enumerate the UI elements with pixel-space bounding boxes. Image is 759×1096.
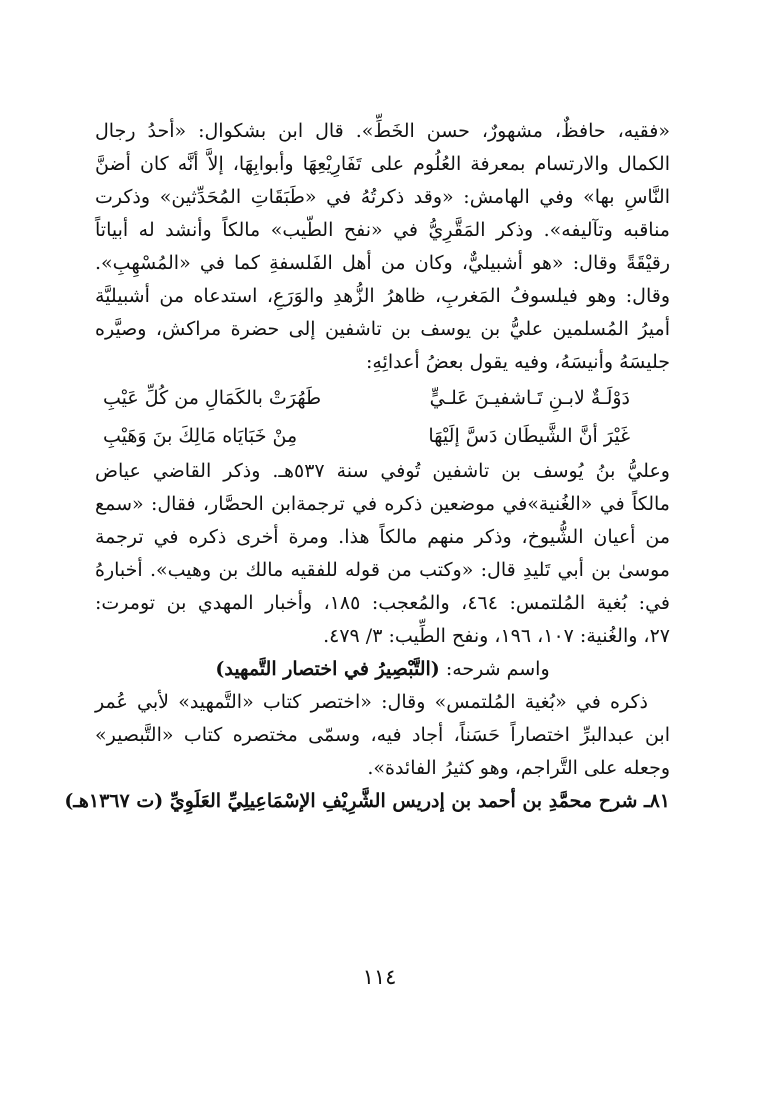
- verse-first-hemistich: دَوْلَـةٌ لابـنِ تَـاشفيـنَ عَلـيٍّ: [429, 387, 630, 409]
- verse-second-hemistich: طَهُرَتْ بالكَمَالِ من كُلِّ عَيْبِ: [103, 387, 322, 409]
- text-line: ابن عبدالبرِّ اختصاراً حَسَناً، أجاد فيه، وسمّى مختصره كتاب «التَّبصير»: [95, 724, 670, 746]
- text-line: الكمال والارتسام بمعرفة العُلُوم على تَفَارِيْعِهَا وأبوابِهَا، إلاَّ أنَّه كان أضنَّ: [95, 153, 670, 175]
- verse-second-hemistich: مِنْ خَبَايَاه مَالِكَ بنَ وَهَيْبِ: [103, 425, 298, 447]
- poem-verse: [95, 417, 670, 455]
- text-line: جليسَهُ وأنيسَهُ، وفيه يقول بعضُ أعدائِهِ:: [365, 351, 670, 373]
- text-line: في: بُغية المُلتمس: ٤٦٤، والمُعجب: ١٨٥، وأخبار المهدي بن تومرت:: [95, 592, 670, 614]
- entry-heading: ٨١ـ شرح محمَّدِ بن أحمد بن إدريس الشَّرِيْفِ الإسْمَاعِيلِيِّ العَلَوِيِّ (ت ١٣٦٧هـ): [64, 790, 670, 812]
- text-line: ٢٧، والغُنية: ١٠٧، ١٩٦، ونفح الطِّيب: ٣/ ٤٧٩.: [323, 625, 670, 647]
- text-line: ذكره في «بُغية المُلتمس» وقال: «اختصر كتاب «التَّمهيد» لأبي عُمر: [95, 691, 648, 713]
- text-line: مالكاً في «الغُنية»في موضعين ذكره في ترجمةابن الحصَّار، فقال: «سمع: [95, 493, 670, 515]
- text-line: رقيْقَةً وقال: «هو أشبيليٌّ، وكان من أهل الفَلسفةِ كما في «المُسْهِبِ».: [95, 252, 670, 274]
- text-line: النَّاسِ بها» وفي الهامش: «وقد ذكرتُهُ في «طَبَقَاتِ المُحَدِّثين» وذكرت: [95, 186, 670, 208]
- commentary-title: (التَّبْصِيرُ في اختصار التَّمهيد): [215, 658, 440, 680]
- commentary-heading-prefix: واسم شرحه:: [439, 658, 550, 680]
- page-text: [64, 115, 670, 818]
- poem-verse: [95, 379, 670, 417]
- text-line: وعليُّ بنُ يُوسف بن تاشفين تُوفي سنة ٥٣٧هـ. وذكر القاضي عياض: [95, 460, 670, 482]
- verse-first-hemistich: غَيْرَ أنَّ الشَّيطَان دَسَّ إلَيْهَا: [428, 425, 630, 447]
- text-line: من أعيان الشُّيوخ، وذكر منهم مالكاً هذا. ومرة أخرى ذكره في ترجمة: [95, 526, 670, 548]
- text-line: «فقيه، حافظٌ، مشهورٌ، حسن الخَطِّ». قال ابن بشكوال: «أحدُ رجال: [95, 120, 670, 142]
- text-line: وقال: وهو فيلسوفُ المَغربِ، ظاهرُ الزُّهدِ والوَرَعِ، استدعاه من أشبيليَّة: [95, 285, 670, 307]
- text-line: أميرُ المُسلمين عليُّ بن يوسف بن تاشفين إلى حضرة مراكش، وصيَّره: [95, 318, 670, 340]
- page-number: ١١٤: [362, 965, 397, 989]
- text-line: موسىٰ بن أبي تَليدِ قال: «وكتب من قوله للفقيه مالك بن وهيب». أخبارهُ: [95, 559, 670, 581]
- text-line: وجعله على التَّراجم، وهو كثيرُ الفائدة».: [367, 757, 670, 779]
- text-line: مناقبه وتآليفه». وذكر المَقَّرِيُّ في «نفح الطّيب» مالكاً وأنشد له أبياتاً: [95, 219, 670, 241]
- commentary-heading: [95, 653, 670, 686]
